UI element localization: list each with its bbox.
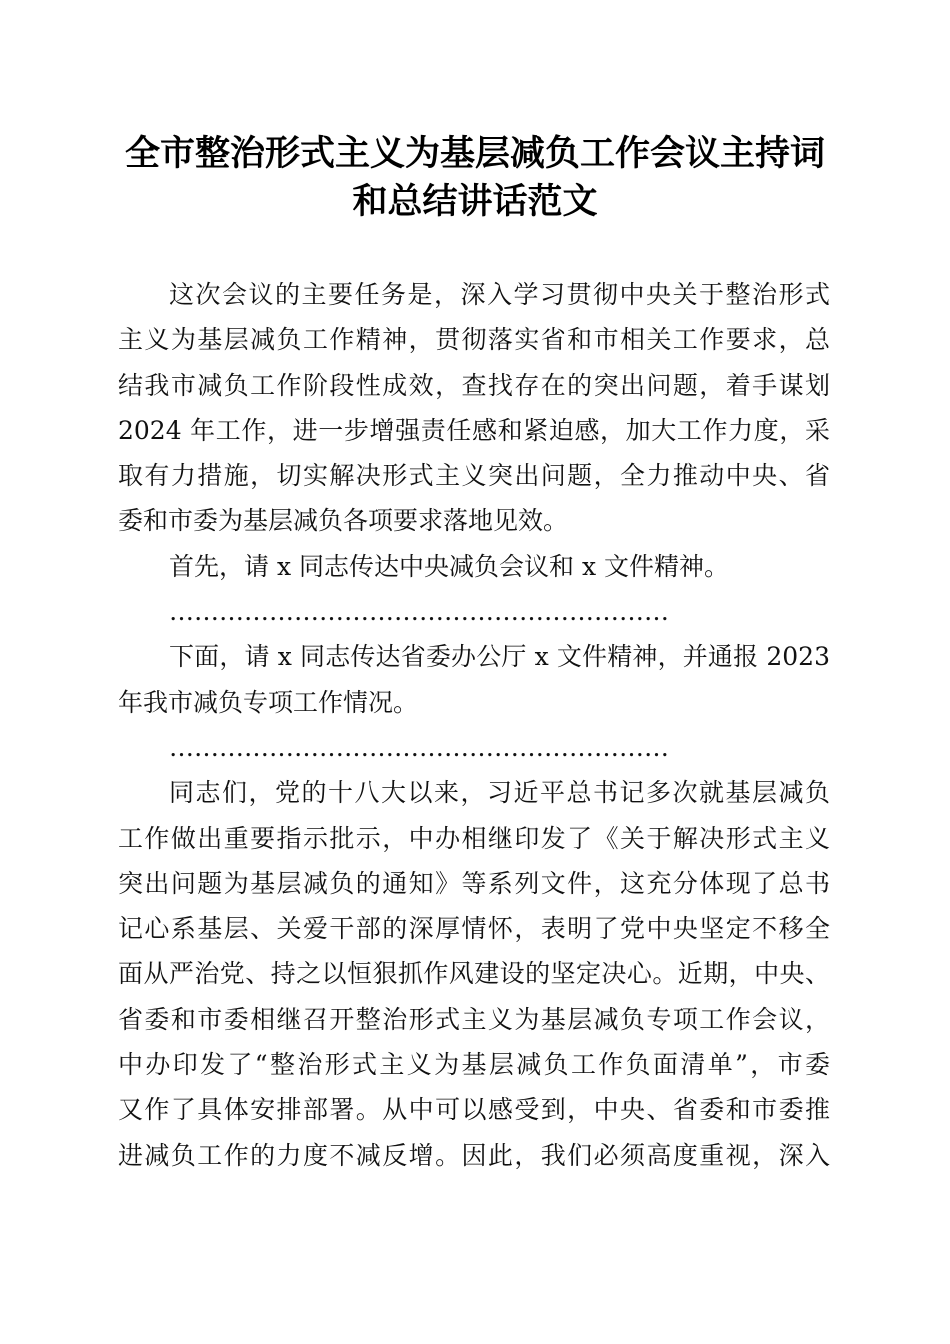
text-line: 取有力措施，切实解决形式主义突出问题，全力推动中央、省 xyxy=(118,461,830,491)
ellipsis-separator xyxy=(118,725,830,770)
text-line: 进减负工作的力度不减反增。因此，我们必须高度重视，深入 xyxy=(118,1140,830,1170)
text-line: 下面，请 x 同志传达省委办公厅 x 文件精神，并通报 2023 xyxy=(169,642,830,672)
text-line: 结我市减负工作阶段性成效，查找存在的突出问题，着手谋划 xyxy=(118,370,830,400)
ellipsis-line: …………………………………………………… xyxy=(169,597,669,627)
ellipsis-separator xyxy=(118,589,830,634)
text-line: 年我市减负专项工作情况。 xyxy=(118,687,419,717)
paragraph-second-speaker xyxy=(118,634,830,725)
text-line: 记心系基层、关爱干部的深厚情怀，表明了党中央坚定不移全 xyxy=(118,914,830,944)
text-line: 同志们，党的十八大以来，习近平总书记多次就基层减负 xyxy=(169,778,830,808)
text-line: 首先，请 x 同志传达中央减负会议和 x 文件精神。 xyxy=(169,551,729,581)
paragraph-summary-speech xyxy=(118,770,830,1178)
text-line: 这次会议的主要任务是，深入学习贯彻中央关于整治形式 xyxy=(169,280,830,309)
text-line: 突出问题为基层减负的通知》等系列文件，这充分体现了总书 xyxy=(118,868,830,898)
text-line: 省委和市委相继召开整治形式主义为基层减负专项工作会议， xyxy=(118,1004,830,1034)
text-line: 面从严治党、持之以恒狠抓作风建设的坚定决心。近期，中央、 xyxy=(118,959,830,989)
text-line: 又作了具体安排部署。从中可以感受到，中央、省委和市委推 xyxy=(118,1095,830,1125)
document-body xyxy=(118,272,830,1178)
title-line-1: 全市整治形式主义为基层减负工作会议主持词 xyxy=(124,133,825,174)
text-line: 2024 年工作，进一步增强责任感和紧迫感，加大工作力度，采 xyxy=(118,415,830,445)
title-line-2: 和总结讲话范文 xyxy=(352,181,598,222)
text-line: 工作做出重要指示批示，中办相继印发了《关于解决形式主义 xyxy=(118,823,830,853)
text-line: 主义为基层减负工作精神，贯彻落实省和市相关工作要求，总 xyxy=(118,325,830,355)
paragraph-first-speaker xyxy=(118,544,830,589)
document-title xyxy=(100,130,850,226)
ellipsis-line: …………………………………………………… xyxy=(169,732,669,762)
text-line: 委和市委为基层减负各项要求落地见效。 xyxy=(118,506,569,536)
text-line: 中办印发了“整治形式主义为基层减负工作负面清单”，市委 xyxy=(118,1050,830,1080)
paragraph-meeting-tasks xyxy=(118,272,830,544)
